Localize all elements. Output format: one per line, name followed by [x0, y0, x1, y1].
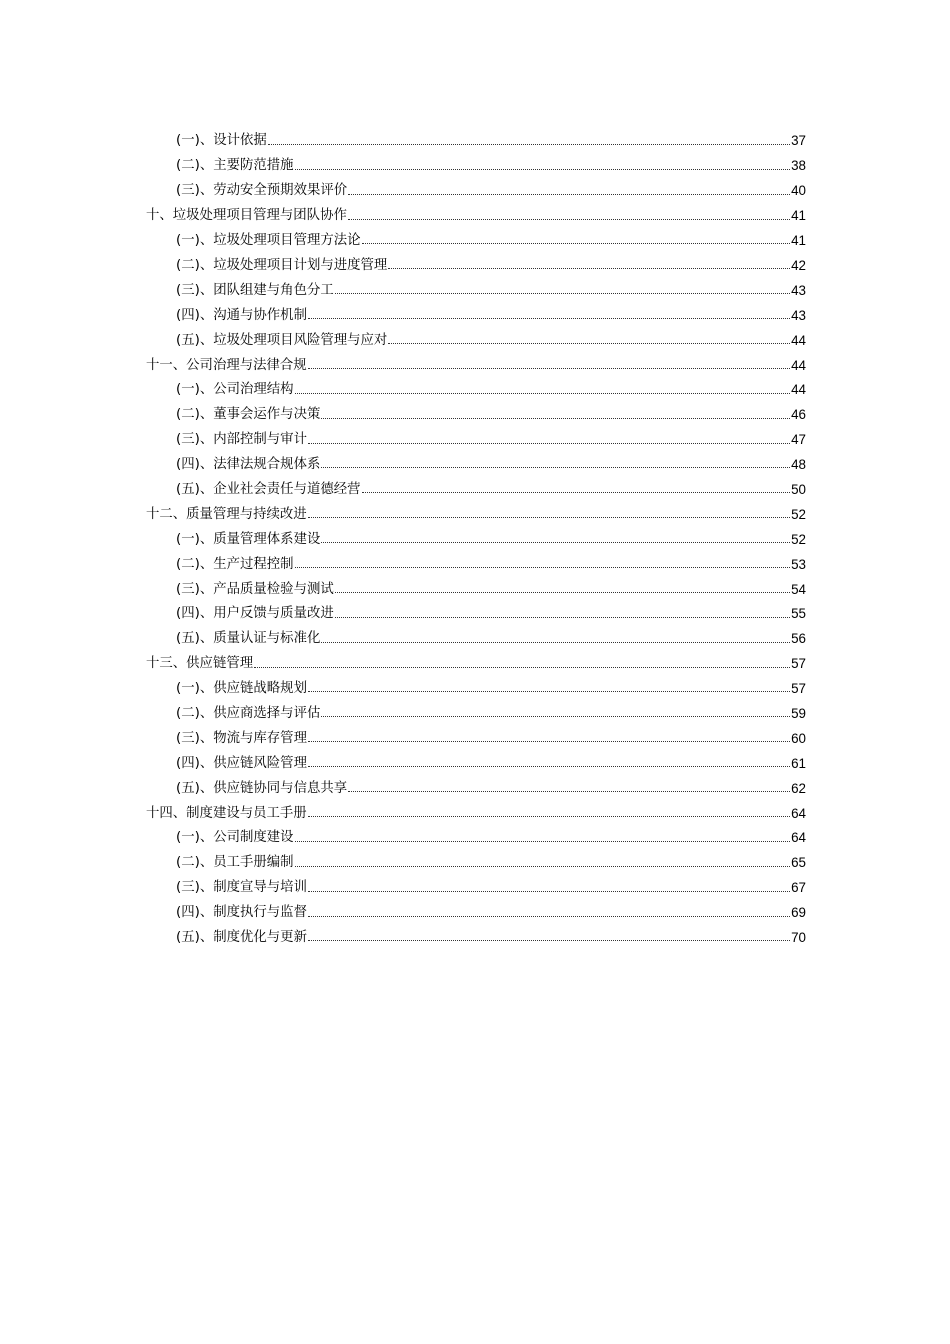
toc-chapter-entry[interactable] [146, 797, 806, 822]
toc-entry-title: 十四、制度建设与员工手册 [146, 805, 307, 821]
toc-dot-leader [308, 816, 790, 817]
toc-dot-leader [308, 691, 790, 692]
toc-page-number: 38 [791, 158, 806, 174]
toc-page-number: 62 [791, 780, 806, 796]
toc-dot-leader [308, 766, 790, 767]
toc-dot-leader [295, 169, 791, 170]
toc-dot-leader [362, 492, 791, 493]
toc-dot-leader [308, 891, 790, 892]
toc-dot-leader [295, 393, 791, 394]
toc-dot-leader [335, 293, 790, 294]
toc-entry-title: (二)、员工手册编制 [176, 855, 294, 871]
toc-page-number: 61 [791, 755, 806, 771]
toc-dot-leader [335, 592, 790, 593]
toc-dot-leader [348, 219, 790, 220]
toc-entry-title: 十、垃圾处理项目管理与团队协作 [146, 208, 347, 224]
toc-dot-leader [348, 791, 790, 792]
toc-dot-leader [321, 716, 790, 717]
toc-section-entry[interactable] [146, 324, 806, 349]
toc-entry-title: (一)、设计依据 [176, 133, 267, 149]
toc-page-number: 42 [791, 257, 806, 273]
toc-section-entry[interactable] [146, 249, 806, 274]
toc-entry-title: (二)、供应商选择与评估 [176, 705, 321, 721]
toc-section-entry[interactable] [146, 598, 806, 623]
toc-entry-title: (四)、供应链风险管理 [176, 755, 307, 771]
toc-dot-leader [308, 368, 790, 369]
toc-page-number: 57 [791, 681, 806, 697]
toc-dot-leader [348, 194, 790, 195]
toc-page-number: 37 [791, 133, 806, 149]
toc-entry-title: (三)、物流与库存管理 [176, 730, 307, 746]
toc-dot-leader [254, 667, 790, 668]
toc-dot-leader [308, 940, 790, 941]
toc-section-entry[interactable] [146, 573, 806, 598]
toc-entry-title: (五)、垃圾处理项目风险管理与应对 [176, 332, 388, 348]
toc-page-number: 55 [791, 606, 806, 622]
toc-entry-title: 十二、质量管理与持续改进 [146, 506, 307, 522]
toc-entry-title: (三)、制度宣导与培训 [176, 880, 307, 896]
toc-dot-leader [321, 418, 790, 419]
toc-section-entry[interactable] [146, 548, 806, 573]
toc-dot-leader [362, 243, 791, 244]
toc-page-number: 59 [791, 705, 806, 721]
toc-dot-leader [295, 841, 791, 842]
toc-section-entry[interactable] [146, 523, 806, 548]
toc-entry-title: (四)、法律法规合规体系 [176, 457, 321, 473]
toc-entry-title: (三)、产品质量检验与测试 [176, 581, 334, 597]
toc-entry-title: (二)、董事会运作与决策 [176, 407, 321, 423]
toc-entry-title: (五)、供应链协同与信息共享 [176, 780, 348, 796]
toc-section-entry[interactable] [146, 897, 806, 922]
toc-page-number: 46 [791, 407, 806, 423]
toc-page-number: 70 [791, 929, 806, 945]
toc-section-entry[interactable] [146, 747, 806, 772]
toc-page-number: 41 [791, 208, 806, 224]
toc-section-entry[interactable] [146, 822, 806, 847]
toc-page-number: 64 [791, 830, 806, 846]
toc-page-number: 43 [791, 282, 806, 298]
toc-dot-leader [308, 916, 790, 917]
toc-dot-leader [295, 866, 791, 867]
toc-page-number: 54 [791, 581, 806, 597]
toc-page-number: 60 [791, 730, 806, 746]
toc-page-number: 56 [791, 631, 806, 647]
toc-entry-title: (四)、用户反馈与质量改进 [176, 606, 334, 622]
toc-chapter-entry[interactable] [146, 200, 806, 225]
toc-dot-leader [308, 741, 790, 742]
toc-page-number: 48 [791, 457, 806, 473]
toc-page-number: 67 [791, 880, 806, 896]
toc-entry-title: (五)、企业社会责任与道德经营 [176, 481, 361, 497]
toc-chapter-entry[interactable] [146, 648, 806, 673]
toc-dot-leader [388, 268, 790, 269]
toc-entry-title: (三)、团队组建与角色分工 [176, 282, 334, 298]
toc-page-number: 44 [791, 382, 806, 398]
toc-entry-title: 十一、公司治理与法律合规 [146, 357, 307, 373]
toc-dot-leader [268, 144, 790, 145]
toc-entry-title: 十三、供应链管理 [146, 656, 254, 672]
toc-dot-leader [321, 467, 790, 468]
toc-section-entry[interactable] [146, 872, 806, 897]
toc-section-entry[interactable] [146, 449, 806, 474]
toc-entry-title: (一)、公司制度建设 [176, 830, 294, 846]
toc-dot-leader [321, 542, 790, 543]
toc-entry-title: (一)、垃圾处理项目管理方法论 [176, 233, 361, 249]
toc-page-number: 47 [791, 432, 806, 448]
toc-entry-title: (三)、劳动安全预期效果评价 [176, 183, 348, 199]
toc-entry-title: (五)、制度优化与更新 [176, 929, 307, 945]
toc-entry-title: (三)、内部控制与审计 [176, 432, 307, 448]
toc-section-entry[interactable] [146, 697, 806, 722]
toc-section-entry[interactable] [146, 847, 806, 872]
toc-page-number: 53 [791, 556, 806, 572]
toc-page-number: 52 [791, 531, 806, 547]
toc-dot-leader [308, 443, 790, 444]
toc-section-entry[interactable] [146, 922, 806, 947]
toc-section-entry[interactable] [146, 424, 806, 449]
toc-section-entry[interactable] [146, 722, 806, 747]
toc-section-entry[interactable] [146, 673, 806, 698]
toc-section-entry[interactable] [146, 374, 806, 399]
toc-dot-leader [308, 517, 790, 518]
toc-section-entry[interactable] [146, 473, 806, 498]
toc-section-entry[interactable] [146, 150, 806, 175]
toc-entry-title: (二)、主要防范措施 [176, 158, 294, 174]
toc-page-number: 64 [791, 805, 806, 821]
toc-entry-title: (四)、制度执行与监督 [176, 905, 307, 921]
toc-page-number: 40 [791, 183, 806, 199]
toc-section-entry[interactable] [146, 225, 806, 250]
toc-section-entry[interactable] [146, 772, 806, 797]
toc-page-number: 52 [791, 506, 806, 522]
toc-section-entry[interactable] [146, 399, 806, 424]
toc-page-number: 65 [791, 855, 806, 871]
toc-entry-title: (一)、公司治理结构 [176, 382, 294, 398]
toc-dot-leader [308, 318, 790, 319]
toc-page-number: 44 [791, 332, 806, 348]
toc-chapter-entry[interactable] [146, 349, 806, 374]
toc-section-entry[interactable] [146, 125, 806, 150]
toc-section-entry[interactable] [146, 274, 806, 299]
toc-dot-leader [335, 617, 790, 618]
toc-entry-title: (一)、质量管理体系建设 [176, 531, 321, 547]
toc-chapter-entry[interactable] [146, 498, 806, 523]
toc-entry-title: (二)、垃圾处理项目计划与进度管理 [176, 257, 388, 273]
toc-page-number: 44 [791, 357, 806, 373]
toc-dot-leader [388, 343, 790, 344]
toc-section-entry[interactable] [146, 299, 806, 324]
toc-dot-leader [321, 642, 790, 643]
toc-page-number: 43 [791, 307, 806, 323]
toc-entry-title: (四)、沟通与协作机制 [176, 307, 307, 323]
toc-entry-title: (五)、质量认证与标准化 [176, 631, 321, 647]
toc-page-number: 57 [791, 656, 806, 672]
toc-page-number: 41 [791, 233, 806, 249]
toc-section-entry[interactable] [146, 623, 806, 648]
table-of-contents [146, 125, 806, 946]
toc-entry-title: (二)、生产过程控制 [176, 556, 294, 572]
toc-entry-title: (一)、供应链战略规划 [176, 681, 307, 697]
toc-dot-leader [295, 567, 791, 568]
toc-page-number: 69 [791, 905, 806, 921]
toc-section-entry[interactable] [146, 175, 806, 200]
toc-page-number: 50 [791, 481, 806, 497]
